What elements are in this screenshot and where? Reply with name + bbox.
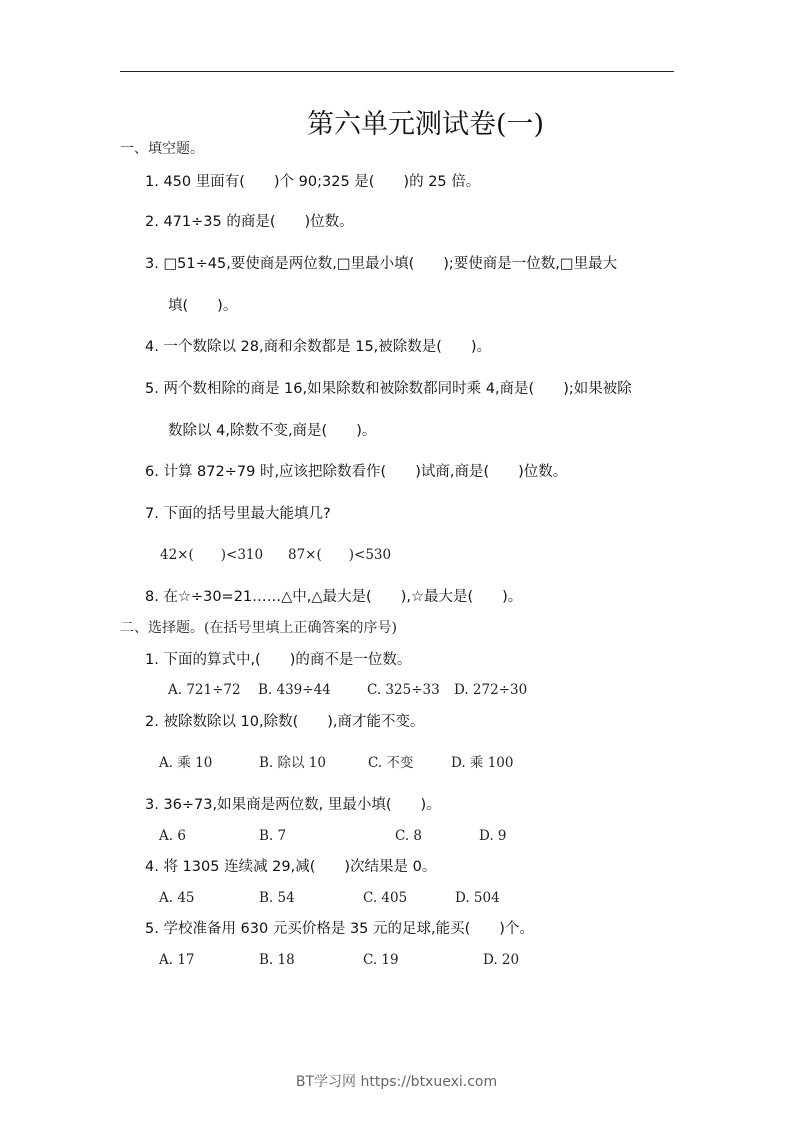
option-c: C. 不变 — [368, 755, 414, 771]
option-c: C. 19 — [363, 952, 399, 968]
option-b: B. 18 — [259, 952, 295, 968]
question-1-5-continued: 数除以 4,除数不变,商是( )。 — [168, 423, 377, 439]
option-a: A. 45 — [159, 890, 195, 906]
question-1-2: 2. 471÷35 的商是( )位数。 — [145, 214, 354, 230]
footer-watermark: BT学习网 https://btxuexi.com — [295, 1074, 498, 1090]
option-b: B. 除以 10 — [259, 755, 326, 771]
option-a: A. 6 — [159, 828, 186, 844]
expression-b: 87×( )<530 — [288, 547, 392, 563]
question-2-3: 3. 36÷73,如果商是两位数, 里最小填( )。 — [145, 797, 441, 813]
option-d: D. 乘 100 — [451, 755, 514, 771]
question-1-6: 6. 计算 872÷79 时,应该把除数看作( )试商,商是( )位数。 — [145, 464, 568, 480]
option-c: C. 325÷33 — [367, 682, 440, 698]
option-d: D. 272÷30 — [454, 682, 528, 698]
option-d: D. 20 — [483, 952, 520, 968]
option-b: B. 7 — [259, 828, 287, 844]
question-1-7: 7. 下面的括号里最大能填几? — [145, 506, 331, 522]
question-1-1: 1. 450 里面有( )个 90;325 是( )的 25 倍。 — [145, 174, 481, 190]
header-rule — [120, 71, 674, 72]
question-1-5: 5. 两个数相除的商是 16,如果除数和被除数都同时乘 4,商是( );如果被除 — [145, 381, 632, 397]
section-heading-multiple-choice: 二、选择题。(在括号里填上正确答案的序号) — [120, 620, 397, 636]
option-b: B. 54 — [259, 890, 295, 906]
question-2-2: 2. 被除数除以 10,除数( ),商才能不变。 — [145, 714, 425, 730]
question-2-4: 4. 将 1305 连续减 29,减( )次结果是 0。 — [145, 859, 437, 875]
option-a: A. 721÷72 — [168, 682, 241, 698]
option-b: B. 439÷44 — [258, 682, 331, 698]
question-1-4: 4. 一个数除以 28,商和余数都是 15,被除数是( )。 — [145, 339, 492, 355]
section-heading-fill-in: 一、填空题。 — [120, 141, 204, 157]
question-2-5: 5. 学校准备用 630 元买价格是 35 元的足球,能买( )个。 — [145, 921, 534, 937]
expression-a: 42×( )<310 — [160, 547, 264, 563]
option-c: C. 405 — [363, 890, 408, 906]
option-d: D. 9 — [479, 828, 507, 844]
question-2-1: 1. 下面的算式中,( )的商不是一位数。 — [145, 652, 412, 668]
question-1-3-continued: 填( )。 — [168, 298, 238, 314]
page-title: 第六单元测试卷(一) — [306, 109, 545, 140]
question-1-8: 8. 在☆÷30=21……△中,△最大是( ),☆最大是( )。 — [145, 589, 523, 605]
option-c: C. 8 — [395, 828, 423, 844]
question-1-3: 3. □51÷45,要使商是两位数,□里最小填( );要使商是一位数,□里最大 — [145, 256, 618, 272]
option-a: A. 乘 10 — [159, 755, 213, 771]
option-d: D. 504 — [455, 890, 500, 906]
option-a: A. 17 — [159, 952, 195, 968]
